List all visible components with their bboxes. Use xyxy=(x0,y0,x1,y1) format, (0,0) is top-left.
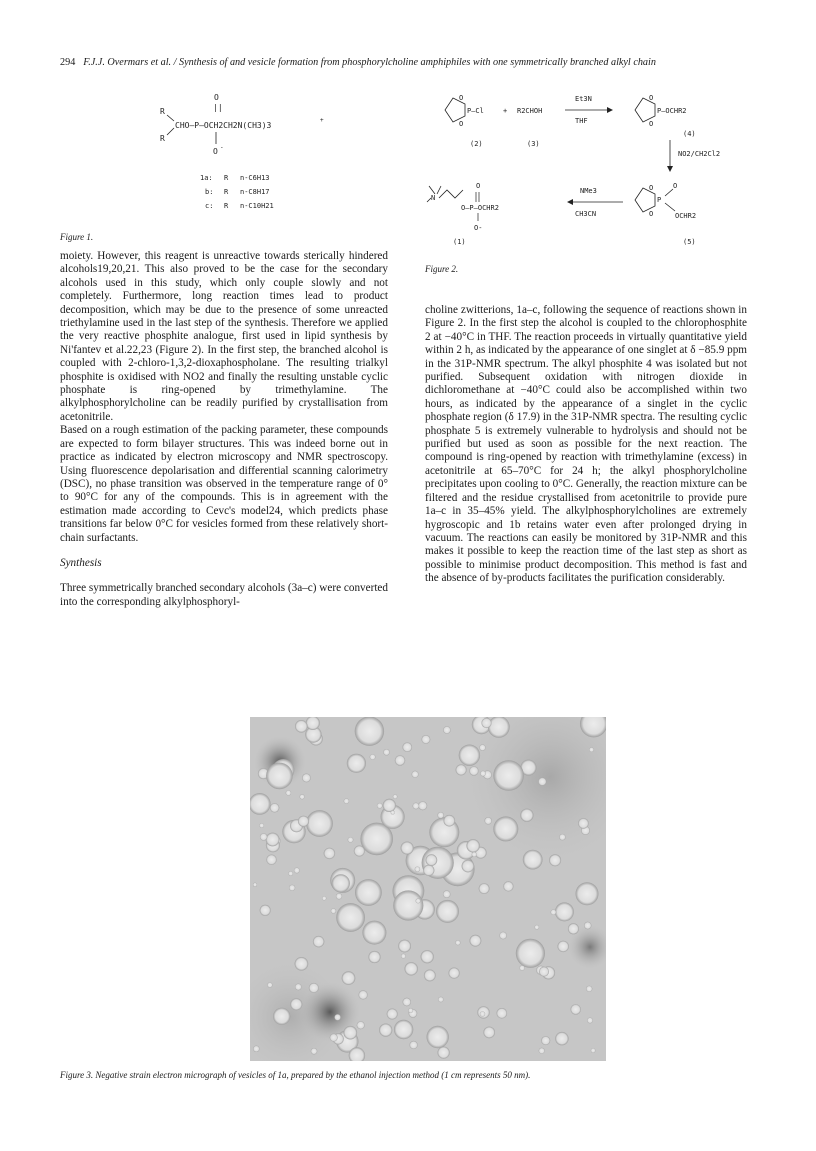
fig2-c4-o1: O xyxy=(649,94,654,102)
fig2-c5-ochr2: OCHR2 xyxy=(675,212,697,220)
vesicle-particle xyxy=(555,1032,568,1045)
vesicle-particle xyxy=(401,954,406,959)
vesicle-particle xyxy=(523,850,543,870)
vesicle-particle xyxy=(480,1011,485,1016)
fig2-plus: + xyxy=(503,107,508,115)
vesicle-particle xyxy=(589,747,594,752)
vesicle-particle xyxy=(347,754,366,773)
vesicle-particle xyxy=(551,909,557,915)
fig2-reagent-no2: NO2/CH2Cl2 xyxy=(678,150,721,158)
vesicle-particle xyxy=(503,881,513,891)
fig2-c1-n: N xyxy=(431,194,436,202)
vesicle-particle xyxy=(383,799,396,812)
page-number: 294 xyxy=(60,57,76,68)
fig2-c1-o-neg: O- xyxy=(474,224,483,232)
vesicle-particle xyxy=(586,986,592,992)
vesicle-particle xyxy=(416,898,421,903)
vesicle-particle xyxy=(309,983,319,993)
vesicle-particle xyxy=(422,735,431,744)
vesicle-particle xyxy=(260,833,267,840)
running-title: F.J.J. Overmars et al. / Synthesis of and vesicle formation from phosphorylcholine amphiphiles with one symmetrically branched alkyl chain xyxy=(83,57,656,68)
fig1-legend-b-value: n-C8H17 xyxy=(240,188,270,196)
vesicle-particle xyxy=(270,803,279,812)
vesicle-particle xyxy=(260,905,271,916)
vesicle-particle xyxy=(438,1047,450,1059)
vesicle-particle xyxy=(295,957,309,971)
vesicle-particle xyxy=(438,997,443,1002)
fig2-c1-o-top: O xyxy=(476,182,481,190)
vesicle-particle xyxy=(520,809,533,822)
vesicle-particle xyxy=(488,717,510,738)
left-column xyxy=(60,250,388,609)
fig1-legend-b-r: R xyxy=(224,188,229,196)
vesicle-particle xyxy=(359,990,368,999)
vesicle-particle xyxy=(370,754,376,760)
vesicle-particle xyxy=(443,890,451,898)
vesicle-particle xyxy=(456,764,467,775)
vesicle-particle xyxy=(313,936,324,947)
fig2-reagent-nme3: NMe3 xyxy=(580,187,597,195)
vesicle-particle xyxy=(398,940,411,953)
vesicle-particle xyxy=(336,903,365,932)
vesicle-particle xyxy=(591,1048,596,1053)
fig1-legend-c-r: R xyxy=(224,202,229,210)
vesicle-particle xyxy=(480,771,486,777)
vesicle-particle xyxy=(427,1026,449,1048)
fig2-c4-p-ochr2: P—OCHR2 xyxy=(657,107,687,115)
vesicle-particle xyxy=(334,1014,340,1020)
fig1-minus: - xyxy=(220,144,224,151)
vesicle-particle xyxy=(410,1041,418,1049)
vesicle-particle xyxy=(418,801,427,810)
vesicle-particle xyxy=(462,860,475,873)
vesicle-particle xyxy=(493,760,524,791)
vesicle-particle xyxy=(342,971,356,985)
vesicle-particle xyxy=(362,921,386,945)
vesicle-particle xyxy=(331,908,336,913)
fig2-c2-o2: O xyxy=(459,120,464,128)
vesicle-particle xyxy=(519,965,524,970)
vesicle-particle xyxy=(403,998,411,1006)
fig1-legend-c-id: c: xyxy=(205,202,214,210)
vesicle-particle xyxy=(469,766,478,775)
micrograph-image xyxy=(250,717,606,1061)
vesicle-particle xyxy=(587,1018,593,1024)
fig2-alcohol: R2CHOH xyxy=(517,107,543,115)
vesicle-particle xyxy=(555,902,574,921)
vesicle-particle xyxy=(497,1008,508,1019)
fig1-r1: R xyxy=(160,107,165,116)
right-column xyxy=(425,304,747,586)
fig2-reagent-ch3cn: CH3CN xyxy=(575,210,597,218)
vesicle-particle xyxy=(424,970,436,982)
fig1-plus: + xyxy=(320,117,324,124)
vesicle-particle xyxy=(387,1009,398,1020)
vesicle-particle xyxy=(408,1008,413,1013)
fig1-backbone: CHO—P—OCH2CH2N(CH3)3 xyxy=(175,121,272,130)
vesicle-particle xyxy=(289,885,295,891)
vesicle-particle xyxy=(479,744,485,750)
vesicle-particle xyxy=(298,816,309,827)
vesicle-particle xyxy=(267,982,272,987)
vesicle-particle xyxy=(286,790,291,795)
vesicle-particle xyxy=(584,922,591,929)
figure3-caption: Figure 3. Negative strain electron micrograph of vesicles of 1a, prepared by the ethanol injection method (1 cm represents 50 nm). xyxy=(60,1070,531,1080)
vesicle-particle xyxy=(541,1036,550,1045)
fig2-reagent-et3n: Et3N xyxy=(575,95,592,103)
vesicle-particle xyxy=(499,932,507,940)
vesicle-particle xyxy=(344,798,349,803)
right-paragraph: choline zwitterions, 1a–c, following the sequence of reactions shown in Figure 2. In the first step the alcohol is coupled to the chlorophosphite 2 at −40°C in THF. The reaction proceeds in virtually quantitative yield within 2 h, as indicated by the appearance of one singlet at δ −85.9 ppm in the 31P-NMR spectrum. The alkyl phosphite 4 was isolated but not purified. Subsequent oxidation with nitrogen dioxide in dichloromethane at −40°C could also be accomplished within two hours, as indicated by the appearance of a singlet in the cyclic phosphate region (δ 17.9) in the 31P-NMR spectra. The resulting cyclic phosphate 5 is extremely vulnerable to hydrolysis and should not be purified but used as soon as possible for the next reaction. The compound is ring-opened by reaction with trimethylamine (excess) in acetonitrile at 65–70°C for 24 h; the alkyl phosphorylcholine precipitates upon cooling to 0°C. Generally, the reaction mixture can be filtered and the residue crystallised from acetonitrile to provide pure 1a–c in 35–45% yield. The alkylphosphorylcholines are extremely hygroscopic and 1b retains water even after prolonged drying in vacuum. The reactions can easily be monitored by 31P-NMR and this makes it possible to keep the reaction time of the last step as short as possible to minimise product decomposition. This method is fast and the absence of by-products facilitates the purification considerably. xyxy=(425,304,747,585)
figure2-caption: Figure 2. xyxy=(425,264,459,274)
figure2-scheme xyxy=(425,90,765,260)
vesicle-particle xyxy=(377,803,383,809)
vesicle-particle xyxy=(571,1004,581,1014)
vesicle-particle xyxy=(549,854,561,866)
fig1-legend xyxy=(200,174,274,210)
vesicle-particle xyxy=(455,940,460,945)
fig1-legend-b-id: b: xyxy=(205,188,214,196)
vesicle-particle xyxy=(576,882,599,905)
vesicle-particle xyxy=(413,803,420,810)
vesicle-particle xyxy=(393,794,397,798)
figure3-micrograph xyxy=(250,717,606,1061)
vesicle-particle xyxy=(391,811,395,815)
fig2-c5-o-double: O xyxy=(673,182,678,190)
vesicle-particle xyxy=(294,868,300,874)
vesicle-particle xyxy=(539,1048,545,1054)
vesicle-particle xyxy=(266,763,293,790)
vesicle-particle xyxy=(459,745,480,766)
vesicle-particle xyxy=(415,867,420,872)
vesicle-particle xyxy=(355,879,382,906)
vesicle-particle xyxy=(470,935,482,947)
fig1-legend-1a-id: 1a: xyxy=(200,174,213,182)
fig2-c2-o1: O xyxy=(459,94,464,102)
vesicle-particle xyxy=(444,815,456,827)
fig1-o-top: O xyxy=(214,93,219,102)
fig2-label-5: (5) xyxy=(683,238,696,246)
fig1-r2: R xyxy=(160,134,165,143)
vesicle-particle xyxy=(438,812,444,818)
figure1-caption: Figure 1. xyxy=(60,232,94,242)
vesicle-particle xyxy=(405,962,418,975)
fig2-reagent-thf: THF xyxy=(575,117,588,125)
vesicle-particle xyxy=(449,968,460,979)
vesicle-particle xyxy=(336,893,342,899)
vesicle-particle xyxy=(273,1008,290,1025)
vesicle-particle xyxy=(578,818,589,829)
vesicle-particle xyxy=(426,854,438,866)
vesicle-particle xyxy=(300,794,305,799)
vesicle-particle xyxy=(395,755,405,765)
vesicle-particle xyxy=(355,717,384,746)
fig2-c5-o1: O xyxy=(649,184,654,192)
vesicle-particle xyxy=(483,1027,495,1039)
vesicle-particle xyxy=(383,749,389,755)
vesicle-particle xyxy=(253,1046,259,1052)
vesicle-particle xyxy=(421,950,434,963)
fig1-legend-c-value: n-C10H21 xyxy=(240,202,274,210)
fig2-c4-o2: O xyxy=(649,120,654,128)
vesicle-particle xyxy=(558,941,569,952)
left-paragraph-2: Based on a rough estimation of the packing parameter, these compounds are expected to form bilayer structures. This was indeed borne out in practice as indicated by electron microscopy and NMR spectroscopy. Using fluorescence depolarisation and differential scanning calorimetry (DSC), no phase transition was observed in the temperature range of 0° to 90°C for any of the compounds. This is in agreement with the estimation made according to Cevc's model24, which predicts phase transitions far below 0°C for vesicles formed from these relatively short-chain surfactants. xyxy=(60,424,388,544)
vesicle-particle xyxy=(290,998,302,1010)
vesicle-particle xyxy=(266,855,276,865)
vesicle-particle xyxy=(403,742,413,752)
left-paragraph-1: moiety. However, this reagent is unreactive towards sterically hindered alcohols19,20,21. This also proved to be the case for the secondary alcohols used in this study, which only couple slowly and not completely. Furthermore, long reaction times lead to product decomposition, which may be due to the presence of some unreacted triethylamine used in the last step of the synthesis. Therefore we applied the very reactive phosphite analogue, first used in lipid synthesis by Ni'fantev et al.22,23 (Figure 2). In the first step, the branched alcohol is coupled with 2-chloro-1,3,2-dioxaphospholane. The resulting trialkyl phosphite is oxidised with NO2 and finally the resulting unstable cyclic phosphate is ring-opened by trimethylamine. The alkylphosphorylcholine can be readily purified by crystallisation from acetonitrile. xyxy=(60,250,388,423)
figure1-structure xyxy=(150,88,380,228)
vesicle-particle xyxy=(443,726,451,734)
vesicle-particle xyxy=(539,967,549,977)
fig2-c2-pcl: P—Cl xyxy=(467,107,484,115)
vesicle-particle xyxy=(324,848,335,859)
vesicle-particle xyxy=(306,810,333,837)
vesicle-particle xyxy=(479,883,490,894)
vesicle-particle xyxy=(253,883,257,887)
vesicle-particle xyxy=(423,865,434,876)
vesicle-particle xyxy=(332,874,350,892)
fig2-c5-p: P xyxy=(657,196,662,204)
vesicle-particle xyxy=(354,846,365,857)
vesicle-particle xyxy=(466,839,479,852)
vesicle-particle xyxy=(412,771,419,778)
vesicle-particle xyxy=(516,939,545,968)
vesicle-particle xyxy=(568,923,579,934)
vesicle-particle xyxy=(348,837,354,843)
fig1-legend-1a-r: R xyxy=(224,174,229,182)
vesicle-particle xyxy=(481,718,491,728)
fig2-label-1: (1) xyxy=(453,238,466,246)
vesicle-particle xyxy=(368,951,380,963)
vesicle-particle xyxy=(302,774,311,783)
vesicle-particle xyxy=(493,816,518,841)
vesicle-particle xyxy=(344,1026,358,1040)
running-header xyxy=(60,57,760,68)
vesicle-particle xyxy=(288,871,293,876)
section-heading-synthesis: Synthesis xyxy=(60,556,102,569)
left-paragraph-synthesis: Three symmetrically branched secondary alcohols (3a–c) were converted into the corresponding alkylphosphoryl- xyxy=(60,582,388,608)
vesicle-particle xyxy=(472,852,477,857)
vesicle-particle xyxy=(357,1021,365,1029)
vesicle-particle xyxy=(322,896,326,900)
vesicle-particle xyxy=(485,817,492,824)
vesicle-particle xyxy=(393,890,423,920)
fig2-c5-o2: O xyxy=(649,210,654,218)
vesicle-particle xyxy=(401,842,414,855)
fig2-c1-chain: O—P—OCHR2 xyxy=(461,204,499,212)
vesicle-particle xyxy=(379,1024,392,1037)
fig2-label-2: (2) xyxy=(470,140,483,148)
vesicle-particle xyxy=(436,900,459,923)
fig1-double-bond: || xyxy=(213,103,223,112)
fig1-legend-1a-value: n-C6H13 xyxy=(240,174,270,182)
vesicle-particle xyxy=(538,778,546,786)
vesicle-particle xyxy=(295,720,308,733)
vesicle-particle xyxy=(559,834,565,840)
fig2-label-4: (4) xyxy=(683,130,696,138)
vesicle-particle xyxy=(295,984,302,991)
fig1-o-bottom: O xyxy=(213,147,218,156)
fig2-label-3: (3) xyxy=(527,140,540,148)
vesicle-particle xyxy=(259,823,264,828)
vesicle-particle xyxy=(266,833,280,847)
vesicle-particle xyxy=(311,1048,317,1054)
vesicle-particle xyxy=(535,925,540,930)
vesicle-particle xyxy=(330,1034,338,1042)
vesicle-particle xyxy=(394,1020,413,1039)
